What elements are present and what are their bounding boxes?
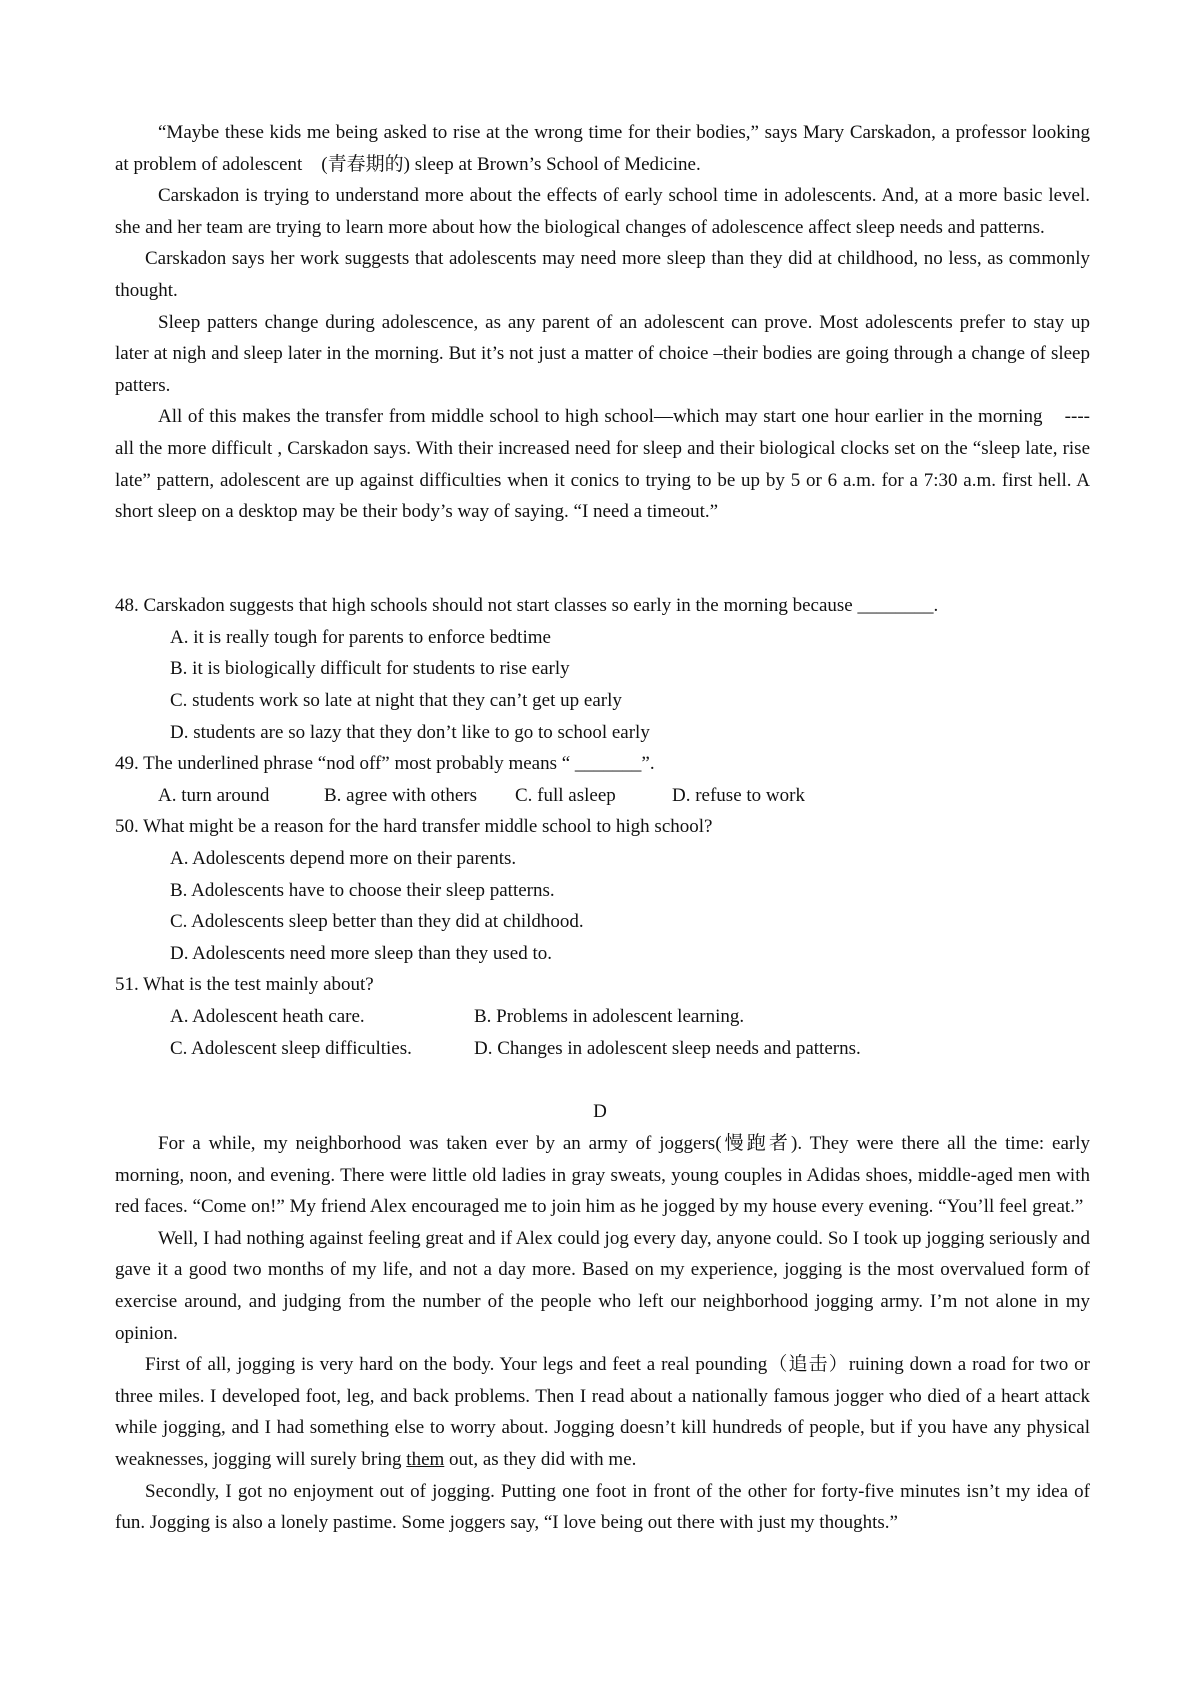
question-48-option-a: A. it is really tough for parents to enforce bedtime <box>170 627 551 648</box>
question-51-option-d: D. Changes in adolescent sleep needs and patterns. <box>474 1038 861 1059</box>
passage-c-paragraph-2: Carskadon is trying to understand more about the effects of early school time in adolescents. And, at a more basic level. she and her team are trying to learn more about how the biological changes of adolescence affect sleep needs and patterns. <box>115 185 1090 238</box>
question-49-option-d: D. refuse to work <box>672 785 805 806</box>
section-heading-d: D <box>593 1101 607 1122</box>
question-50-option-b: B. Adolescents have to choose their sleep patterns. <box>170 880 555 901</box>
passage-d-paragraph-3 <box>115 1349 1090 1475</box>
passage-c-paragraph-5: All of this makes the transfer from middle school to high school—which may start one hour earlier in the morning ---- all the more difficult , Carskadon says. With their increased need for sleep and their biological clocks set on the “sleep late, rise late” pattern, adolescent are up against difficulties when it conics to trying to be up by 5 or 6 a.m. for a 7:30 a.m. first hell. A short sleep on a desktop may be their body’s way of saying. “I need a timeout.” <box>115 406 1090 523</box>
question-51-stem: 51. What is the test mainly about? <box>115 974 374 995</box>
passage-d <box>115 1128 1090 1539</box>
question-49-option-c: C. full asleep <box>515 785 616 806</box>
passage-c <box>115 117 1090 528</box>
question-48-option-c: C. students work so late at night that they can’t get up early <box>170 690 622 711</box>
question-49-option-b: B. agree with others <box>324 785 478 806</box>
underlined-word-them: them <box>406 1448 445 1470</box>
question-48-option-b: B. it is biologically difficult for students to rise early <box>170 658 570 679</box>
question-51-option-c: C. Adolescent sleep difficulties. <box>170 1038 412 1059</box>
question-50-option-d: D. Adolescents need more sleep than they used to. <box>170 943 553 964</box>
question-49-stem: 49. The underlined phrase “nod off” most probably means “ _______”. <box>115 753 655 774</box>
question-48-option-d: D. students are so lazy that they don’t like to go to school early <box>170 722 650 743</box>
passage-d-paragraph-3-text-a: First of all, jogging is very hard on the body. Your legs and feet a real pounding（追击）ruining down a road for two or three miles. I developed foot, leg, and back problems. Then I read about a nationally famous jogger who died of a heart attack while jogging, and I had something else to worry about. Jogging doesn’t kill hundreds of people, but if you have any physical weaknesses, jogging will surely bring <box>115 1354 1090 1470</box>
passage-c-paragraph-3: Carskadon says her work suggests that adolescents may need more sleep than they did at childhood, no less, as commonly thought. <box>115 248 1090 301</box>
passage-c-paragraph-4: Sleep patters change during adolescence, as any parent of an adolescent can prove. Most adolescents prefer to stay up later at nigh and sleep later in the morning. But it’s not just a matter of choice –their bodies are going through a change of sleep patters. <box>115 311 1090 396</box>
question-50-option-a: A. Adolescents depend more on their parents. <box>170 848 517 869</box>
question-49-option-a: A. turn around <box>158 785 270 806</box>
passage-d-paragraph-3-text-b: out, as they did with me. <box>444 1448 637 1470</box>
question-48-stem: 48. Carskadon suggests that high schools should not start classes so early in the morning because ________. <box>115 595 939 616</box>
question-51-option-a: A. Adolescent heath care. <box>170 1006 365 1027</box>
question-51-option-b: B. Problems in adolescent learning. <box>474 1006 745 1027</box>
question-50-stem: 50. What might be a reason for the hard transfer middle school to high school? <box>115 816 713 837</box>
passage-d-paragraph-4: Secondly, I got no enjoyment out of jogging. Putting one foot in front of the other for forty-five minutes isn’t my idea of fun. Jogging is also a lonely pastime. Some joggers say, “I love being out there with just my thoughts.” <box>115 1480 1090 1534</box>
passage-d-paragraph-1: For a while, my neighborhood was taken ever by an army of joggers(慢跑者). They were there all the time: early morning, noon, and evening. There were little old ladies in gray sweats, young couples in Adidas shoes, middle-aged men with red faces. “Come on!” My friend Alex encouraged me to join him as he jogged by my house every evening. “You’ll feel great.” <box>115 1133 1090 1218</box>
question-50-option-c: C. Adolescents sleep better than they did at childhood. <box>170 911 584 932</box>
passage-d-paragraph-2: Well, I had nothing against feeling great and if Alex could jog every day, anyone could. So I took up jogging seriously and gave it a good two months of my life, and not a day more. Based on my experience, jogging is the most overvalued form of exercise around, and judging from the number of the people who left our neighborhood jogging army. I’m not alone in my opinion. <box>115 1227 1090 1344</box>
passage-c-paragraph-1: “Maybe these kids me being asked to rise at the wrong time for their bodies,” says Mary Carskadon, a professor looking at problem of adolescent (青春期的) sleep at Brown’s School of Medicine. <box>115 122 1090 175</box>
